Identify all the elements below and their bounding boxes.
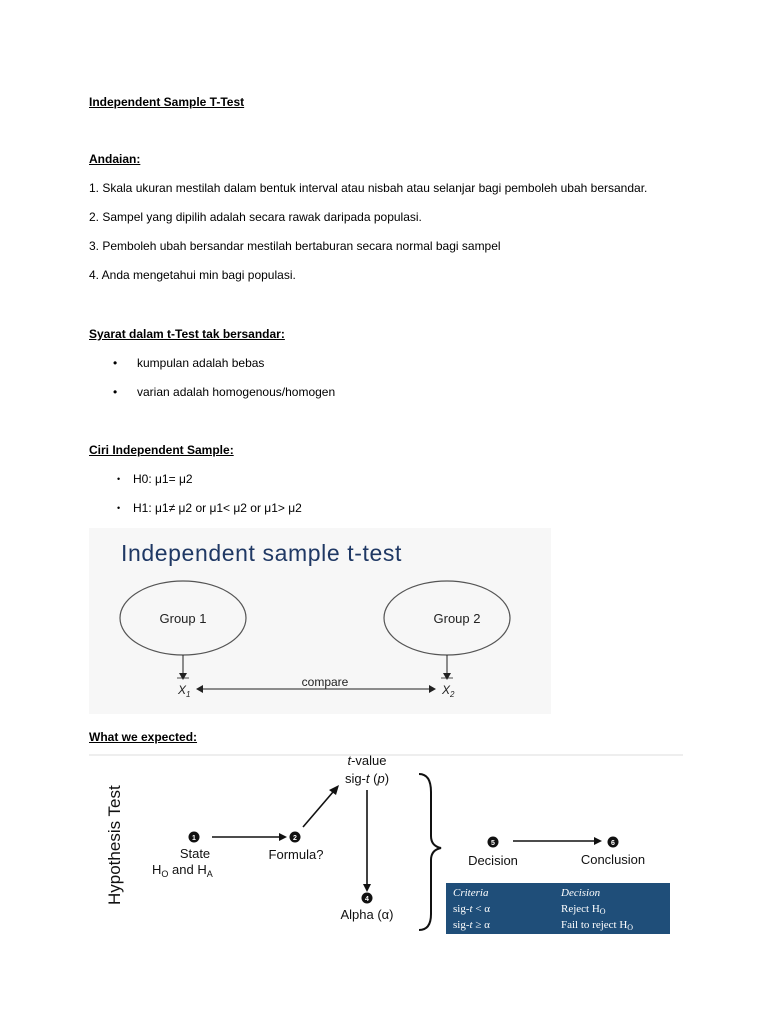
step-4-label: Alpha (α) [340, 907, 394, 922]
hypothesis-test-diagram [89, 752, 683, 938]
bullet-icon: • [117, 503, 121, 513]
syarat-item-1: kumpulan adalah bebas [137, 356, 265, 370]
independent-sample-diagram [89, 528, 551, 714]
ciri-heading: Ciri Independent Sample: [89, 443, 234, 457]
andaian-heading: Andaian: [89, 152, 141, 166]
t-value-label: t-value [347, 753, 387, 768]
decision-header: Decision [561, 887, 601, 899]
bullet-icon: • [117, 474, 121, 484]
document-title: Independent Sample T-Test [89, 95, 245, 109]
compare-label: compare [301, 675, 349, 689]
andaian-item-3: 3. Pemboleh ubah bersandar mestilah bertaburan secara normal bagi sampel [89, 239, 501, 253]
criteria-header: Criteria [453, 887, 489, 899]
syarat-heading: Syarat dalam t-Test tak bersandar: [89, 327, 285, 341]
step-1-label: State [179, 846, 211, 861]
mean-x2: $X_2$ [442, 683, 455, 699]
group-2-label: Group 2 [433, 611, 481, 626]
svg-text:4: 4 [365, 896, 369, 903]
andaian-item-1: 1. Skala ukuran mestilah dalam bentuk interval atau nisbah atau selanjar bagi pemboleh ubah bersandar. [89, 181, 648, 195]
criteria-row-2: sig-t ≥ α [453, 919, 490, 931]
andaian-item-2: 2. Sampel yang dipilih adalah secara rawak daripada populasi. [89, 210, 422, 224]
hypothesis-test-side-label: Hypothesis Test [105, 785, 124, 905]
svg-text:5: 5 [491, 840, 495, 847]
sig-t-label: sig-t (p) [344, 771, 390, 786]
syarat-item-2: varian adalah homogenous/homogen [137, 385, 336, 399]
svg-text:1: 1 [192, 835, 196, 842]
bullet-icon: • [113, 385, 118, 399]
andaian-item-4: 4. Anda mengetahui min bagi populasi. [89, 268, 296, 282]
step-5-label: Decision [468, 853, 518, 868]
expected-heading: What we expected: [89, 730, 198, 744]
group-1-label: Group 1 [159, 611, 207, 626]
decision-row-2: Fail to reject HO [561, 919, 634, 932]
decision-row-1: Reject HO [561, 903, 606, 916]
svg-text:2: 2 [293, 835, 297, 842]
criteria-row-1: sig-t < α [453, 903, 491, 915]
mean-x1: $X_1$ [178, 683, 191, 699]
diagram-title: Independent sample t-test [121, 540, 402, 566]
step-2-label: Formula? [268, 847, 324, 862]
bullet-icon: • [113, 356, 118, 370]
step-6-label: Conclusion [580, 852, 646, 867]
svg-text:6: 6 [611, 840, 615, 847]
step-1-hypotheses: $H_O$ and $H_A$ [152, 862, 213, 879]
ciri-item-h0: H0: μ1= μ2 [133, 472, 193, 486]
ciri-item-h1: H1: μ1≠ μ2 or μ1< μ2 or μ1> μ2 [133, 501, 302, 515]
